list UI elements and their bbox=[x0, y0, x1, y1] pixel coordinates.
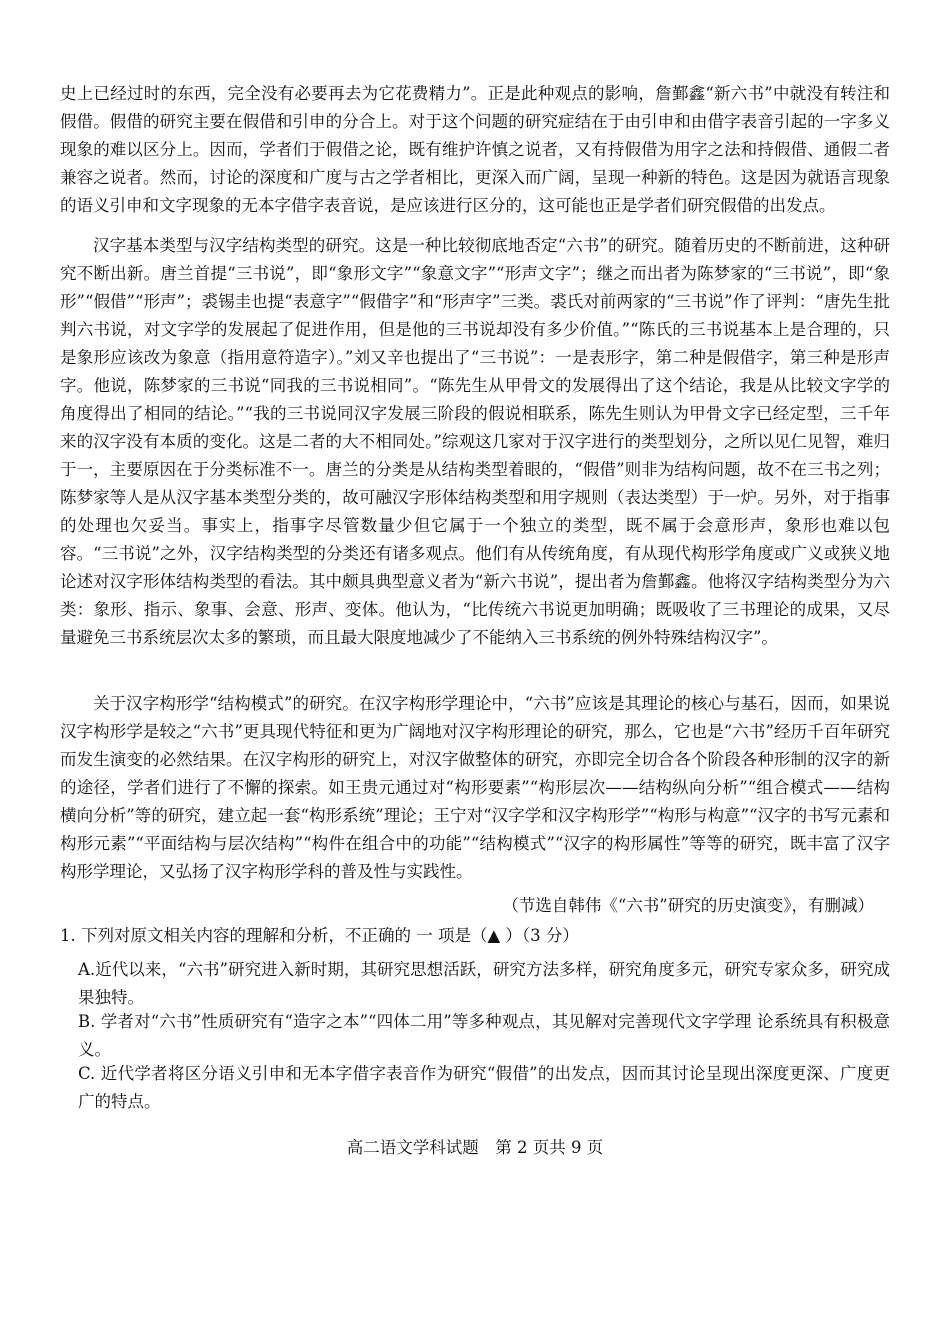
question-1-stem: 1. 下列对原文相关内容的理解和分析，不正确的 一 项是（▲ ）（3 分） bbox=[60, 926, 579, 945]
question-1-option-a: A.近代以来，“六书”研究进入新时期，其研究思想活跃，研究方法多样，研究角度多元，研究专家众多，研究成果独特。 bbox=[78, 960, 890, 1007]
article-source: （节选自韩伟《“六书”研究的历史演变》，有删减） bbox=[502, 896, 874, 915]
article-paragraph-3: 关于汉字构形学“结构模式”的研究。在汉字构形学理论中，“六书”应该是其理论的核心与基石，因而，如果说汉字构形学是较之“六书”更具现代特征和更为广阔地对汉字构形理论的研究，那么，它也是“六书”经历千百年研究而发生演变的必然结果。在汉字构形的研究上，对汉字做整体的研究，亦即完全切合各个阶段各种形制的汉字的新的途径，学者们进行了不懈的探索。如王贵元通过对“构形要素”“构形层次——结构纵向分析”“组合模式——结构横向分析”等的研究，建立起一套“构形系统”理论；王宁对“汉字学和汉字构形学”“构形与构意”“汉字的书写元素和构形元素”“平面结构与层次结构”“构件在组合中的功能”“结构模式”“汉字的构形属性”等等的研究，既丰富了汉字构形学理论，又弘扬了汉字构形学科的普及性与实践性。 bbox=[60, 694, 890, 881]
page-footer: 高二语文学科试题 第 2 页共 9 页 bbox=[346, 1138, 604, 1157]
article-paragraph-1: 史上已经过时的东西，完全没有必要再去为它花费精力”。正是此种观点的影响，詹鄞鑫“新六书”中就没有转注和假借。假借的研究主要在假借和引申的分合上。对于这个问题的研究症结在于由引申和由借字表音引起的一字多义现象的难以区分上。因而，学者们于假借之论，既有维护许慎之说者，又有持假借为用字之法和持假借、通假二者兼容之说者。然而，讨论的深度和广度与古之学者相比，更深入而广阔，呈现一种新的特色。这是因为就语言现象的语义引申和文字现象的无本字借字表音说，是应该进行区分的，这可能也正是学者们研究假借的出发点。 bbox=[60, 84, 890, 215]
question-1-option-c: C. 近代学者将区分语义引申和无本字借字表音作为研究“假借”的出发点，因而其讨论呈现出深度更深、广度更广的特点。 bbox=[78, 1064, 890, 1111]
article-paragraph-2: 汉字基本类型与汉字结构类型的研究。这是一种比较彻底地否定“六书”的研究。随着历史的不断前进，这种研究不断出新。唐兰首提“三书说”，即“象形文字”“象意文字”“形声文字”；继之而出者为陈梦家的“三书说”，即“象形”“假借”“形声”；裘锡圭也提“表意字”“假借字”和“形声字”三类。裘氏对前两家的“三书说”作了评判：“唐先生批判六书说，对文字学的发展起了促进作用，但是他的三书说却没有多少价值。”“陈氏的三书说基本上是合理的，只是象形应该改为象意（指用意符造字）。”刘又辛也提出了“三书说”：一是表形字，第二种是假借字，第三种是形声字。他说，陈梦家的三书说“同我的三书说相同”。“陈先生从甲骨文的发展得出了这个结论，我是从比较文字学的角度得出了相同的结论。”“我的三书说同汉字发展三阶段的假说相联系，陈先生则认为甲骨文字已经定型，三千年来的汉字没有本质的变化。这是二者的大不相同处。”综观这几家对于汉字进行的类型划分，之所以见仁见智，难归于一，主要原因在于分类标准不一。唐兰的分类是从结构类型着眼的，“假借”则非为结构问题，故不在三书之列；陈梦家等人是从汉字基本类型分类的，故可融汉字形体结构类型和用字规则（表达类型）于一炉。另外，对于指事的处理也欠妥当。事实上，指事字尽管数量少但它属于一个独立的类型，既不属于会意形声，象形也难以包容。“三书说”之外，汉字结构类型的分类还有诸多观点。他们有从传统角度，有从现代构形学角度或广义或狭义地论述对汉字形体结构类型的看法。其中颇具典型意义者为“新六书说”，提出者为詹鄞鑫。他将汉字结构类型分为六类：象形、指示、象事、会意、形声、变体。他认为，“比传统六书说更加明确；既吸收了三书理论的成果，又尽量避免三书系统层次太多的繁琐，而且最大限度地减少了不能纳入三书系统的例外特殊结构汉字”。 bbox=[60, 236, 890, 647]
question-1-option-b: B. 学者对“六书”性质研究有“造字之本”“四体二用”等多种观点，其见解对完善现代文字学理 论系统具有积极意义。 bbox=[78, 1012, 890, 1059]
